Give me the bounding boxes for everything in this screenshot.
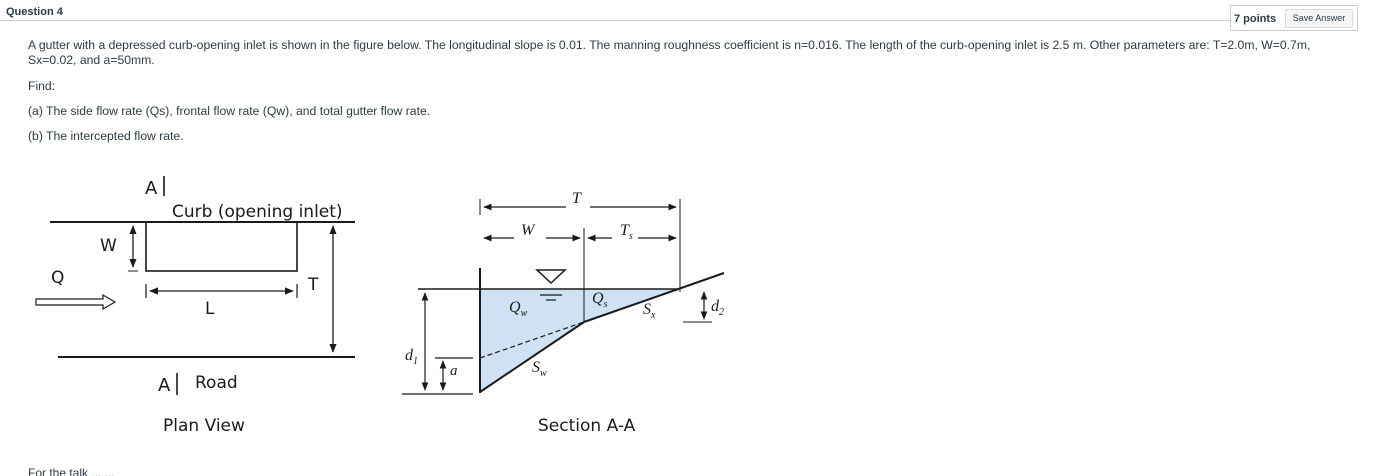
curb-label: Curb (opening inlet) — [172, 202, 343, 222]
part-a-text: (a) The side flow rate (Qs), frontal flow rate (Qw), and total gutter flow rate. — [28, 104, 431, 118]
inlet-opening — [146, 222, 297, 271]
question-points-box — [1230, 5, 1358, 31]
road-label: Road — [195, 373, 238, 393]
plan-t-label: T — [308, 275, 319, 295]
find-label: Find: — [28, 79, 56, 93]
sx-label: $S_x$ — [643, 301, 656, 321]
plan-view-caption: Plan View — [163, 416, 245, 436]
footer-partial-text: For the talk ... ... — [28, 466, 115, 476]
section-caption: Section A-A — [538, 416, 636, 436]
problem-statement: A gutter with a depressed curb-opening inlet is shown in the figure below. The longitudinal slope is 0.01. The manning roughness coefficient is n=0.016. The length of the curb-opening inlet is 2.5 m. Other parameters are: T=2.0m, W=0.7m, Sx=0.02, and a=50mm. — [28, 38, 1311, 67]
part-b-text: (b) The intercepted flow rate. — [28, 129, 184, 143]
header-divider — [0, 20, 1230, 21]
section-w-label: W — [521, 222, 535, 239]
flow-arrow-icon — [36, 295, 115, 309]
question-title: Question 4 — [6, 6, 63, 18]
a-label: a — [450, 363, 458, 379]
qs-label: $Q_s$ — [592, 290, 608, 310]
d1-label: $d_1$ — [405, 347, 418, 367]
plan-l-label: L — [205, 299, 215, 319]
gutter-figure — [0, 160, 760, 450]
d2-label: $d_2$ — [711, 298, 724, 318]
plan-q-label: Q — [51, 268, 65, 288]
plan-w-label: W — [100, 236, 117, 256]
qw-label: $Q_w$ — [509, 299, 528, 319]
water-level-icon — [537, 270, 565, 283]
plan-a-top: A — [145, 178, 158, 199]
question-points: 7 points — [1234, 13, 1277, 25]
plan-a-bottom: A — [158, 375, 171, 396]
save-answer-button[interactable]: Save Answer — [1285, 9, 1353, 28]
section-ts-label: $T_s$ — [620, 222, 633, 242]
section-t-label: T — [572, 190, 581, 207]
sw-label: $S_w$ — [532, 359, 547, 379]
